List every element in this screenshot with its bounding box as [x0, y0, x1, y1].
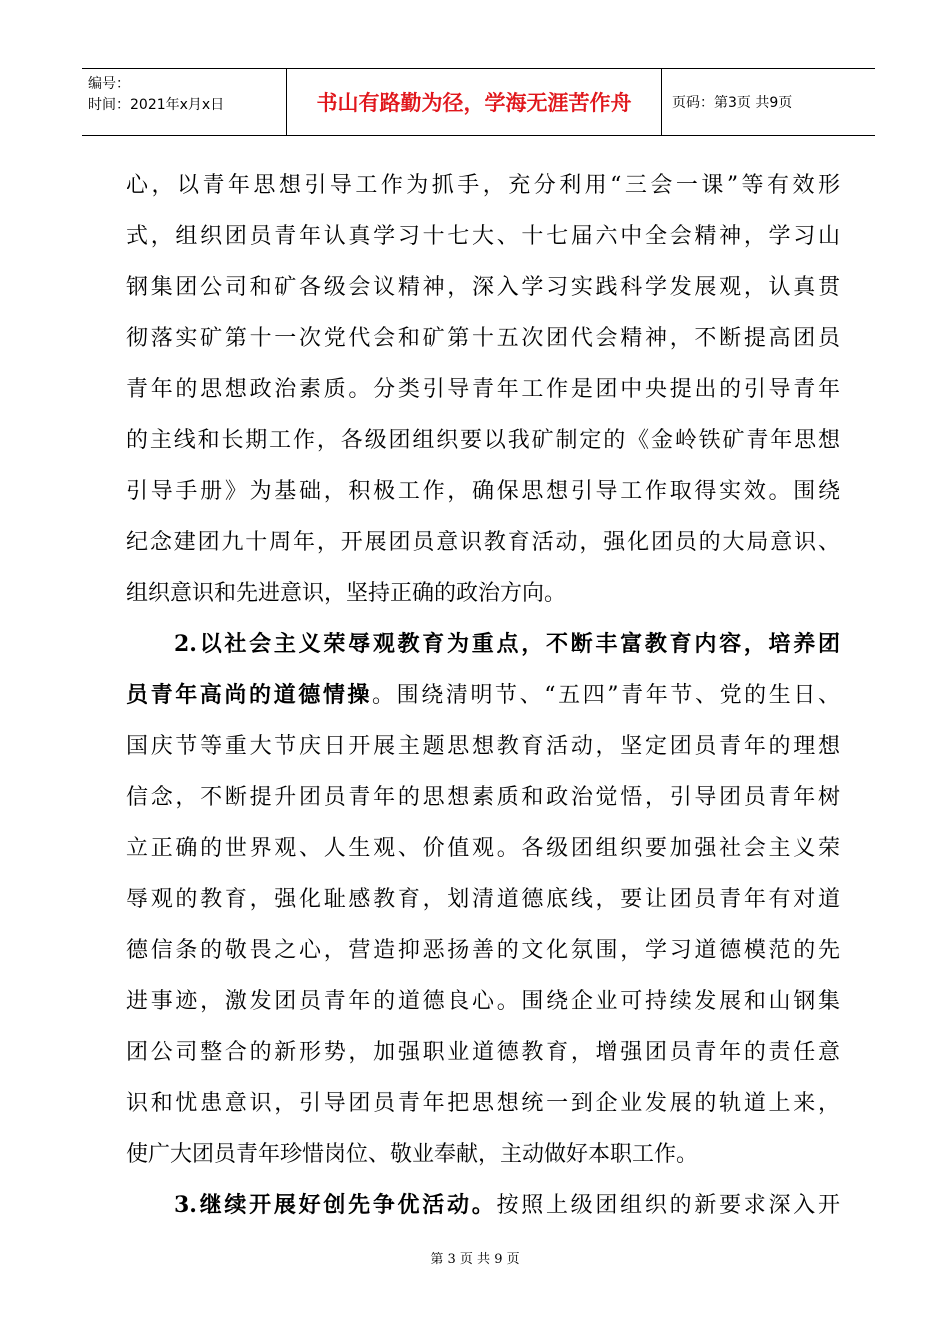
text-line: 团公司整合的新形势，加强职业道德教育，增强团员青年的责任意 — [126, 1040, 840, 1065]
section-heading-2-cont: 员青年高尚的道德情操 — [126, 682, 373, 708]
text-line: 钢集团公司和矿各级会议精神，深入学习实践科学发展观，认真贯 — [126, 275, 840, 300]
section-heading-2: 2.以社会主义荣辱观教育为重点，不断丰富教育内容，培养团 — [174, 631, 840, 657]
text-line: 纪念建团九十周年，开展团员意识教育活动，强化团员的大局意识、 — [126, 530, 840, 555]
text-line: 的主线和长期工作，各级团组织要以我矿制定的《金岭铁矿青年思想 — [126, 428, 840, 453]
text-line: 立正确的世界观、人生观、价值观。各级团组织要加强社会主义荣 — [126, 836, 840, 861]
text-line: 式，组织团员青年认真学习十七大、十七届六中全会精神，学习山 — [126, 224, 840, 249]
text-segment: 按照上级团组织的新要求深入开 — [496, 1193, 840, 1218]
text-line — [126, 1180, 840, 1231]
text-line: 德信条的敬畏之心，营造抑恶扬善的文化氛围，学习道德模范的先 — [126, 938, 840, 963]
text-line: 彻落实矿第十一次党代会和矿第十五次团代会精神，不断提高团员 — [126, 326, 840, 351]
text-line: 心，以青年思想引导工作为抓手，充分利用“三会一课”等有效形 — [126, 173, 840, 198]
page-header — [82, 68, 875, 136]
text-line: 辱观的教育，强化耻感教育，划清道德底线，要让团员青年有对道 — [126, 887, 840, 912]
header-motto: 书山有路勤为径，学海无涯苦作舟 — [287, 69, 662, 135]
header-meta — [82, 69, 287, 135]
text-line: 信念，不断提升团员青年的思想素质和政治觉悟，引导团员青年树 — [126, 785, 840, 810]
text-line: 国庆节等重大节庆日开展主题思想教育活动，坚定团员青年的理想 — [126, 734, 840, 759]
text-line: 引导手册》为基础，积极工作，确保思想引导工作取得实效。围绕 — [126, 479, 840, 504]
text-line — [126, 670, 840, 721]
document-body — [126, 160, 840, 1231]
page-footer: 第 3 页 共 9 页 — [430, 1252, 520, 1267]
header-page-label: 页码：第3页 共9页 — [672, 95, 793, 111]
text-line: 青年的思想政治素质。分类引导青年工作是团中央提出的引导青年 — [126, 377, 840, 402]
text-segment: 。围绕清明节、“五四”青年节、党的生日、 — [372, 683, 840, 708]
text-line: 识和忧患意识，引导团员青年把思想统一到企业发展的轨道上来， — [126, 1091, 840, 1116]
number-label: 编号： — [88, 76, 130, 92]
text-line: 进事迹，激发团员青年的道德良心。围绕企业可持续发展和山钢集 — [126, 989, 840, 1014]
text-line: 使广大团员青年珍惜岗位、敬业奉献，主动做好本职工作。 — [126, 1142, 699, 1167]
text-line: 组织意识和先进意识，坚持正确的政治方向。 — [126, 581, 567, 606]
time-label: 时间：2021年x月x日 — [88, 97, 225, 113]
section-heading-3: 3.继续开展好创先争优活动。 — [174, 1192, 497, 1218]
